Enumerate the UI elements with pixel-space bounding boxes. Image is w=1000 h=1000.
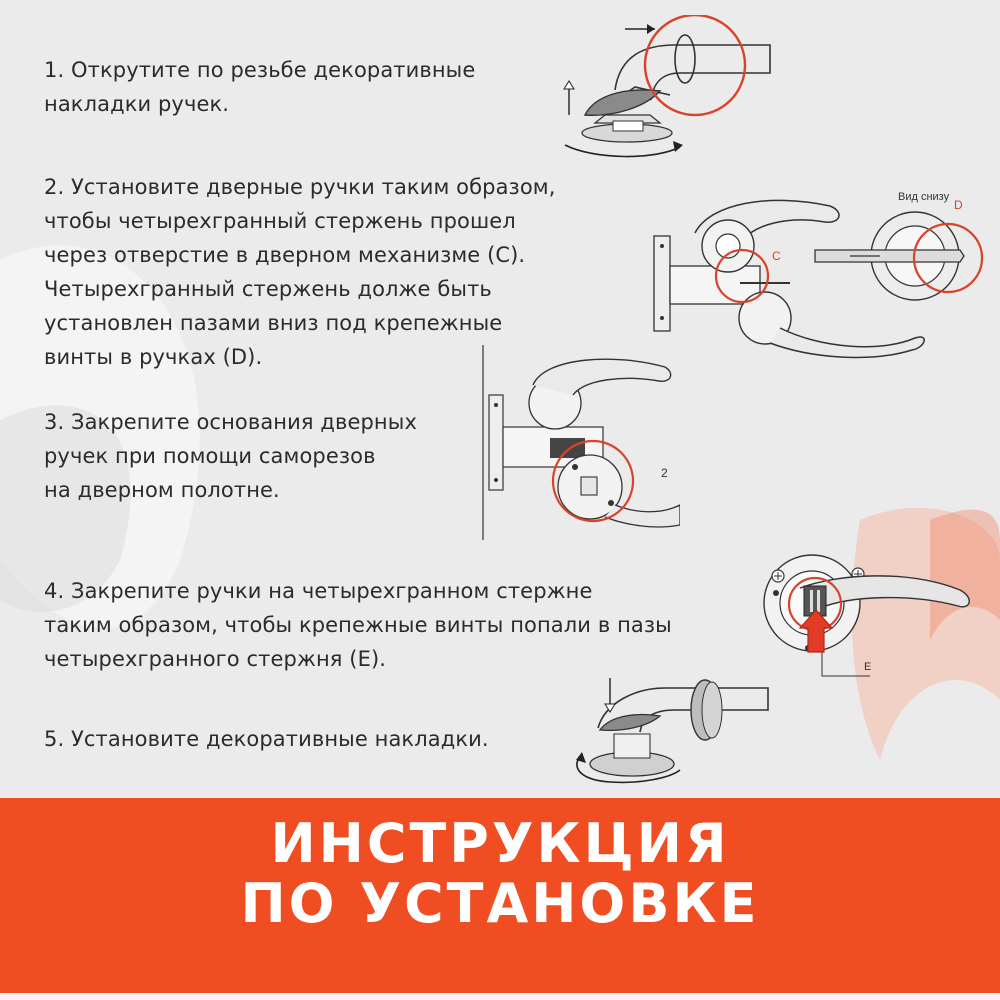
step-2-illustration	[650, 178, 995, 368]
step-3-text: 3. Закрепите основания дверных ручек при помощи саморезов на дверном полотне.	[44, 410, 417, 502]
step-1-illustration	[555, 15, 785, 165]
step-5-text: 5. Установите декоративные накладки.	[44, 727, 489, 751]
bottom-strip	[0, 993, 1000, 1000]
decorative-cover-shape	[585, 90, 660, 115]
step-3-illustration	[475, 345, 680, 540]
label-c: C	[772, 249, 781, 263]
view-from-below-label: Вид снизу	[898, 191, 950, 203]
label-e: E	[864, 661, 872, 673]
step-5-illustration	[570, 668, 775, 788]
step-1-text: 1. Открутите по резьбе декоративные накладки ручек.	[44, 58, 476, 116]
step-2-text: 2. Установите дверные ручки таким образом, чтобы четырехгранный стержень прошел через отверстие в дверном механизме (С). Четырехгранный стержень долже быть установлен пазами вниз под крепежные винты в ручках (D).	[44, 175, 556, 369]
label-d: D	[954, 198, 963, 212]
banner-title-line-2: ПО УСТАНОВКЕ	[240, 872, 760, 935]
banner-title-line-1: ИНСТРУКЦИЯ	[270, 812, 730, 875]
step-4-text: 4. Закрепите ручки на четырехгранном стержне таким образом, чтобы крепежные винты попали в пазы четырехгранного стержня (Е).	[44, 579, 672, 671]
label-2: 2	[661, 466, 668, 480]
step-4-illustration	[760, 548, 985, 683]
